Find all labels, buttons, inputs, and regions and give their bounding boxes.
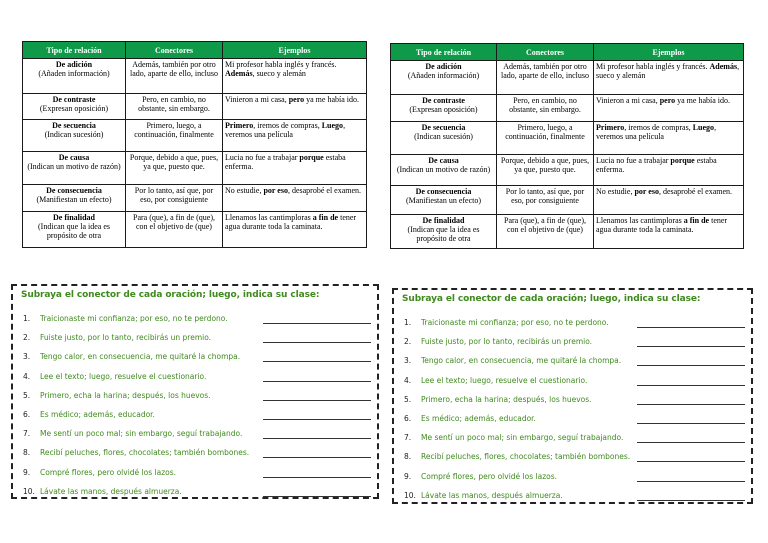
relation-type-cell [23, 212, 126, 248]
item-sentence: Tengo calor, en consecuencia, me quitaré la chompa. [421, 356, 622, 366]
item-number: 7. [404, 433, 412, 443]
relation-name: De causa [58, 153, 90, 162]
example-connector: porque [299, 153, 324, 162]
example-connector: por eso [263, 186, 288, 195]
example-connector: pero [659, 96, 676, 105]
relation-type-cell [23, 185, 126, 212]
relation-desc: (Indican sucesión) [414, 132, 473, 141]
item-sentence: Fuiste justo, por lo tanto, recibirás un premio. [421, 337, 593, 347]
example-connector: por eso [634, 187, 659, 196]
relation-name: De adición [425, 62, 462, 71]
table-row [391, 61, 744, 95]
exercise-item [404, 491, 745, 510]
table-row [23, 152, 367, 185]
header-tipo: Tipo de relación [23, 42, 126, 59]
answer-line[interactable] [637, 423, 745, 424]
table-header-row [23, 42, 367, 59]
example-connector: a fin de [683, 216, 710, 225]
answer-line[interactable] [637, 481, 745, 482]
item-sentence: Lee el texto; luego, resuelve el cuestionario. [40, 371, 207, 381]
relation-type-cell [23, 152, 126, 185]
item-number: 8. [404, 452, 412, 462]
answer-line[interactable] [263, 381, 371, 382]
answer-line[interactable] [263, 477, 371, 478]
item-sentence: Fuiste justo, por lo tanto, recibirás un premio. [40, 333, 212, 343]
item-sentence: Primero, echa la harina; después, los huevos. [421, 394, 592, 404]
exercise-item [23, 410, 371, 429]
exercise-item [404, 395, 745, 414]
table-row [23, 185, 367, 212]
example-cell: Mi profesor habla inglés y francés. Además, sueco y alemán [594, 61, 744, 95]
item-sentence: Recibí peluches, flores, chocolates; también bombones. [40, 448, 250, 458]
exercise-item [404, 472, 745, 491]
table-row [23, 94, 367, 120]
exercise-title: Subraya el conector de cada oración; luego, indica su clase: [402, 294, 701, 304]
item-sentence: Compré flores, pero olvidé los lazos. [40, 467, 177, 477]
exercise-item [404, 376, 745, 395]
item-number: 1. [23, 314, 31, 323]
item-sentence: Primero, echa la harina; después, los huevos. [40, 390, 211, 400]
relation-desc: (Indican que la idea es propósito de otra [407, 225, 480, 243]
example-cell: Lucia no fue a trabajar porque estaba enferma. [223, 152, 367, 185]
example-cell: No estudie, por eso, desaprobé el examen. [223, 185, 367, 212]
exercise-list [404, 318, 745, 510]
example-cell: Vinieron a mi casa, pero ya me había ido. [223, 94, 367, 120]
table-header-row [391, 44, 744, 61]
exercise-item [404, 356, 745, 375]
item-sentence: Tengo calor, en consecuencia, me quitaré la chompa. [40, 352, 241, 362]
relation-name: De adición [55, 60, 93, 69]
answer-line[interactable] [637, 461, 745, 462]
exercise-list [23, 314, 371, 506]
relation-desc: (Indican un motivo de razón) [27, 162, 121, 171]
answer-line[interactable] [637, 346, 745, 347]
item-number: 1. [404, 318, 412, 327]
exercise-item [404, 318, 745, 337]
exercise-item [23, 429, 371, 448]
connectors-cell: Pero, en cambio, no obstante, sin embargo. [497, 95, 594, 122]
item-number: 5. [23, 390, 31, 400]
exercise-panel-left [11, 284, 379, 499]
answer-line[interactable] [263, 457, 371, 458]
relation-desc: (Expresan oposición) [39, 104, 109, 113]
example-connector: Además [225, 69, 253, 78]
example-connector: porque [670, 156, 695, 165]
exercise-title: Subraya el conector de cada oración; luego, indica su clase: [21, 290, 320, 300]
example-cell: Primero, iremos de compras, Luego, veremos una película [223, 120, 367, 152]
relation-desc: (Añaden información) [38, 69, 110, 78]
relation-type-cell [391, 95, 497, 122]
connectors-cell: Primero, luego, a continuación, finalmente [497, 122, 594, 155]
answer-line[interactable] [637, 404, 745, 405]
table-row [391, 95, 744, 122]
example-connector: Primero [596, 123, 625, 132]
relation-type-cell [23, 94, 126, 120]
relation-type-cell [391, 155, 497, 186]
item-sentence: Lávate las manos, después almuerza. [421, 490, 563, 500]
exercise-item [23, 391, 371, 410]
table-row [391, 215, 744, 249]
relation-type-cell [391, 122, 497, 155]
connectors-cell: Porque, debido a que, pues, ya que, puesto que. [497, 155, 594, 186]
table-row [391, 122, 744, 155]
exercise-panel-right [392, 288, 753, 504]
relation-name: De secuencia [421, 123, 466, 132]
item-number: 4. [23, 371, 31, 381]
answer-line[interactable] [263, 438, 371, 439]
table-row [23, 59, 367, 94]
item-sentence: Traicionaste mi confianza; por eso, no te perdono. [421, 318, 609, 327]
header-conectores: Conectores [497, 44, 594, 61]
item-number: 6. [404, 413, 412, 423]
item-sentence: Me sentí un poco mal; sin embargo, seguí trabajando. [40, 429, 243, 439]
table-row [391, 155, 744, 186]
answer-line[interactable] [263, 496, 371, 497]
exercise-item [23, 333, 371, 352]
relation-desc: (Añaden información) [407, 71, 480, 80]
example-cell: Llenamos las cantimploras a fin de tener agua durante toda la caminata. [594, 215, 744, 249]
exercise-item [404, 337, 745, 356]
answer-line[interactable] [637, 442, 745, 443]
connectors-cell: Primero, luego, a continuación, finalmente [126, 120, 223, 152]
exercise-item [23, 372, 371, 391]
table-row [23, 212, 367, 248]
item-sentence: Me sentí un poco mal; sin embargo, seguí trabajando. [421, 433, 624, 443]
exercise-item [404, 452, 745, 471]
example-connector: Luego [321, 121, 344, 130]
answer-line[interactable] [263, 323, 371, 324]
connectors-table-right [390, 43, 744, 249]
answer-line[interactable] [637, 385, 745, 386]
exercise-item [23, 314, 371, 333]
exercise-item [23, 352, 371, 371]
example-cell: Lucia no fue a trabajar porque estaba enferma. [594, 155, 744, 186]
item-number: 2. [404, 337, 412, 347]
item-number: 3. [404, 356, 412, 366]
item-sentence: Lávate las manos, después almuerza. [40, 486, 182, 496]
header-tipo: Tipo de relación [391, 44, 497, 61]
example-connector: pero [288, 95, 305, 104]
answer-line[interactable] [263, 419, 371, 420]
example-connector: Además [709, 62, 738, 71]
relation-name: De finalidad [52, 213, 95, 222]
example-cell: Llenamos las cantimploras a fin de tener agua durante toda la caminata. [223, 212, 367, 248]
item-sentence: Lee el texto; luego, resuelve el cuestionario. [421, 375, 588, 385]
item-number: 5. [404, 394, 412, 404]
item-number: 10. [404, 490, 416, 500]
relation-desc: (Expresan oposición) [409, 105, 478, 114]
relation-type-cell [391, 61, 497, 95]
exercise-item [23, 468, 371, 487]
header-conectores: Conectores [126, 42, 223, 59]
item-number: 10. [23, 486, 35, 496]
example-connector: Primero [225, 121, 254, 130]
item-sentence: Traicionaste mi confianza; por eso, no te perdono. [40, 314, 228, 323]
connectors-cell: Además, también por otro lado, aparte de ello, incluso [126, 59, 223, 94]
exercise-item [23, 487, 371, 506]
exercise-item [23, 448, 371, 467]
example-cell: Primero, iremos de compras, Luego, veremos una película [594, 122, 744, 155]
relation-desc: (Indican sucesión) [44, 130, 104, 139]
table-row [391, 186, 744, 215]
relation-type-cell [391, 215, 497, 249]
relation-name: De secuencia [52, 121, 96, 130]
header-ejemplos: Ejemplos [594, 44, 744, 61]
connectors-cell: Por lo tanto, así que, por eso, por consiguiente [126, 185, 223, 212]
example-cell: Mi profesor habla inglés y francés. Además, sueco y alemán [223, 59, 367, 94]
example-cell: No estudie, por eso, desaprobé el examen. [594, 186, 744, 215]
relation-desc: (Manifiestan un efecto) [36, 195, 112, 204]
connectors-cell: Por lo tanto, así que, por eso, por consiguiente [497, 186, 594, 215]
relation-name: De causa [428, 156, 459, 165]
relation-desc: (Manifiestan un efecto) [405, 196, 482, 205]
example-cell: Vinieron a mi casa, pero ya me había ido. [594, 95, 744, 122]
item-number: 4. [404, 375, 412, 385]
item-sentence: Compré flores, pero olvidé los lazos. [421, 471, 558, 481]
answer-line[interactable] [263, 361, 371, 362]
connectors-cell: Porque, debido a que, pues, ya que, puesto que. [126, 152, 223, 185]
item-number: 3. [23, 352, 31, 362]
item-number: 9. [404, 471, 412, 481]
relation-desc: (Indican que la idea es propósito de otra [38, 222, 110, 240]
table-row [23, 120, 367, 152]
answer-line[interactable] [263, 400, 371, 401]
example-connector: Luego [692, 123, 715, 132]
example-connector: a fin de [312, 213, 339, 222]
connectors-cell: Además, también por otro lado, aparte de ello, incluso [497, 61, 594, 95]
answer-line[interactable] [637, 365, 745, 366]
item-number: 6. [23, 409, 31, 419]
item-sentence: Es médico; además, educador. [40, 409, 155, 419]
relation-type-cell [23, 120, 126, 152]
relation-desc: (Indican un motivo de razón) [396, 165, 491, 174]
relation-type-cell [23, 59, 126, 94]
relation-type-cell [391, 186, 497, 215]
item-number: 8. [23, 448, 31, 458]
connectors-cell: Para (que), a fin de (que), con el objetivo de (que) [126, 212, 223, 248]
answer-line[interactable] [263, 342, 371, 343]
item-sentence: Recibí peluches, flores, chocolates; también bombones. [421, 452, 631, 462]
item-sentence: Es médico; además, educador. [421, 413, 536, 423]
exercise-item [404, 433, 745, 452]
relation-name: De contraste [52, 95, 96, 104]
connectors-table-left [22, 41, 367, 248]
connectors-cell: Para (que), a fin de (que), con el objetivo de (que) [497, 215, 594, 249]
relation-name: De consecuencia [415, 187, 472, 196]
item-number: 2. [23, 333, 31, 343]
item-number: 9. [23, 467, 31, 477]
answer-line[interactable] [637, 327, 745, 328]
connectors-cell: Pero, en cambio, no obstante, sin embargo. [126, 94, 223, 120]
item-number: 7. [23, 429, 31, 439]
relation-name: De contraste [422, 96, 465, 105]
relation-name: De consecuencia [46, 186, 102, 195]
exercise-item [404, 414, 745, 433]
relation-name: De finalidad [422, 216, 465, 225]
answer-line[interactable] [637, 500, 745, 501]
header-ejemplos: Ejemplos [223, 42, 367, 59]
